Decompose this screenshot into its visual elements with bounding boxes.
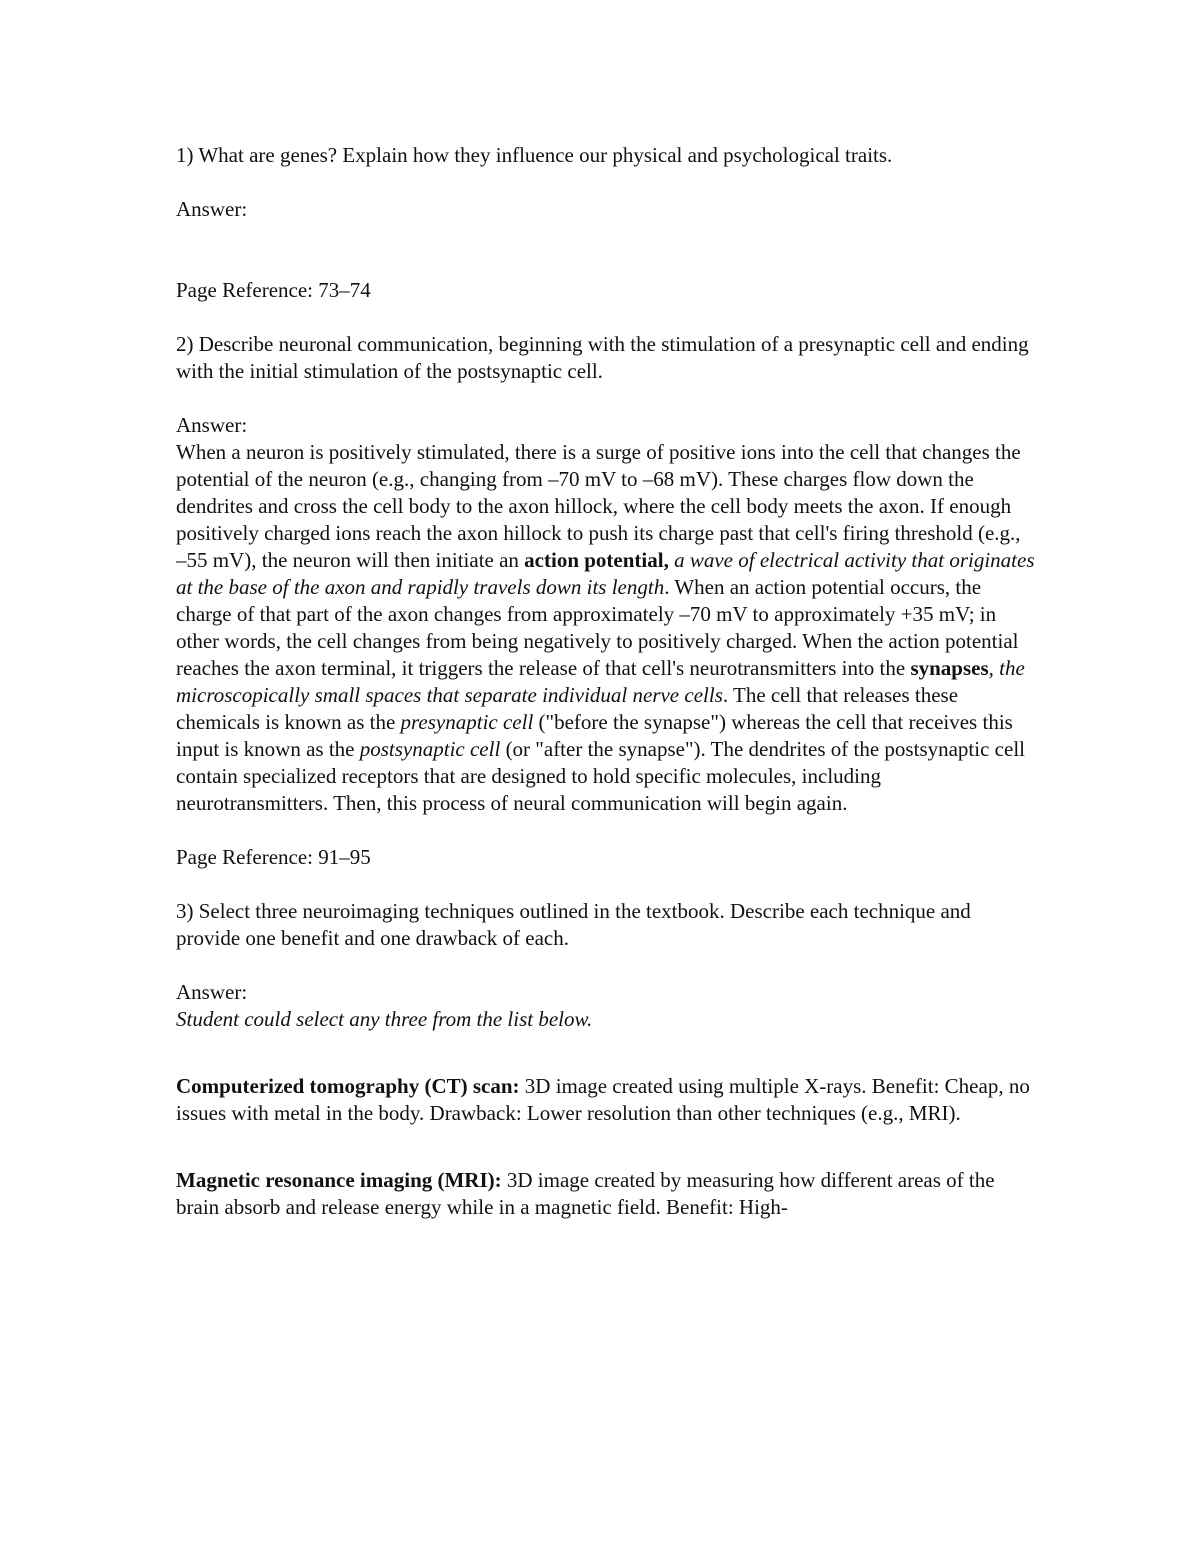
technique-term: Magnetic resonance imaging (MRI): xyxy=(176,1168,502,1192)
answer-text: . When an action potential occurs, the charge of that part of the axon changes from approximately –70 mV to approximately +35 mV; in other words, the cell changes from being negatively to positively charged. When the action potential reaches the axon terminal, it triggers the release of that cell's neurotransmitters into the xyxy=(176,575,1019,680)
answer-label-1: Answer: xyxy=(176,197,248,221)
page-reference-1: Page Reference: 73–74 xyxy=(176,278,371,302)
technique-description: 3D image created by measuring how different areas of the brain absorb and release energy while in a magnetic field. Benefit: High- xyxy=(176,1168,995,1219)
technique-ct xyxy=(176,1073,1036,1127)
answer-label-2: Answer: xyxy=(176,413,248,437)
document-page xyxy=(176,142,1036,1221)
term-synapses: synapses xyxy=(910,656,989,680)
question-2: 2) Describe neuronal communication, beginning with the stimulation of a presynaptic cell and ending with the initial stimulation of the postsynaptic cell. xyxy=(176,332,1029,383)
page-reference-2: Page Reference: 91–95 xyxy=(176,845,371,869)
answer-text: . The cell that releases these chemicals is known as the xyxy=(176,683,959,734)
instruction-text: Student could select any three from the list below. xyxy=(176,1007,593,1031)
question-1: 1) What are genes? Explain how they influence our physical and psychological traits. xyxy=(176,143,893,167)
term-presynaptic-cell: presynaptic cell xyxy=(400,710,534,734)
answer-3-instruction xyxy=(176,1006,1036,1033)
answer-2-body xyxy=(176,439,1036,817)
term-action-potential: action potential, xyxy=(524,548,669,572)
definition-action-potential: a wave of electrical activity that originates at the base of the axon and rapidly travels down its length xyxy=(176,548,1035,599)
answer-text: (or "after the synapse"). The dendrites of the postsynaptic cell contain specialized receptors that are designed to hold specific molecules, including neurotransmitters. Then, this process of neural communication will begin again. xyxy=(176,737,1025,815)
technique-term: Computerized tomography (CT) scan: xyxy=(176,1074,520,1098)
answer-label-3: Answer: xyxy=(176,980,248,1004)
term-postsynaptic-cell: postsynaptic cell xyxy=(359,737,501,761)
technique-mri xyxy=(176,1167,1036,1221)
answer-text: When a neuron is positively stimulated, there is a surge of positive ions into the cell that changes the potential of the neuron (e.g., changing from –70 mV to –68 mV). These charges flow down the dendrites and cross the cell body to the axon hillock, where the cell body meets the axon. If enough positively charged ions reach the axon hillock to push its charge past that cell's firing threshold (e.g., –55 mV), the neuron will then initiate an xyxy=(176,440,1021,572)
question-3: 3) Select three neuroimaging techniques outlined in the textbook. Describe each technique and provide one benefit and one drawback of each. xyxy=(176,899,971,950)
answer-text: ("before the synapse") whereas the cell that receives this input is known as the xyxy=(176,710,1013,761)
technique-description: 3D image created using multiple X-rays. Benefit: Cheap, no issues with metal in the body. Drawback: Lower resolution than other techniques (e.g., MRI). xyxy=(176,1074,1030,1125)
definition-synapses: , the microscopically small spaces that separate individual nerve cells xyxy=(176,656,1025,707)
